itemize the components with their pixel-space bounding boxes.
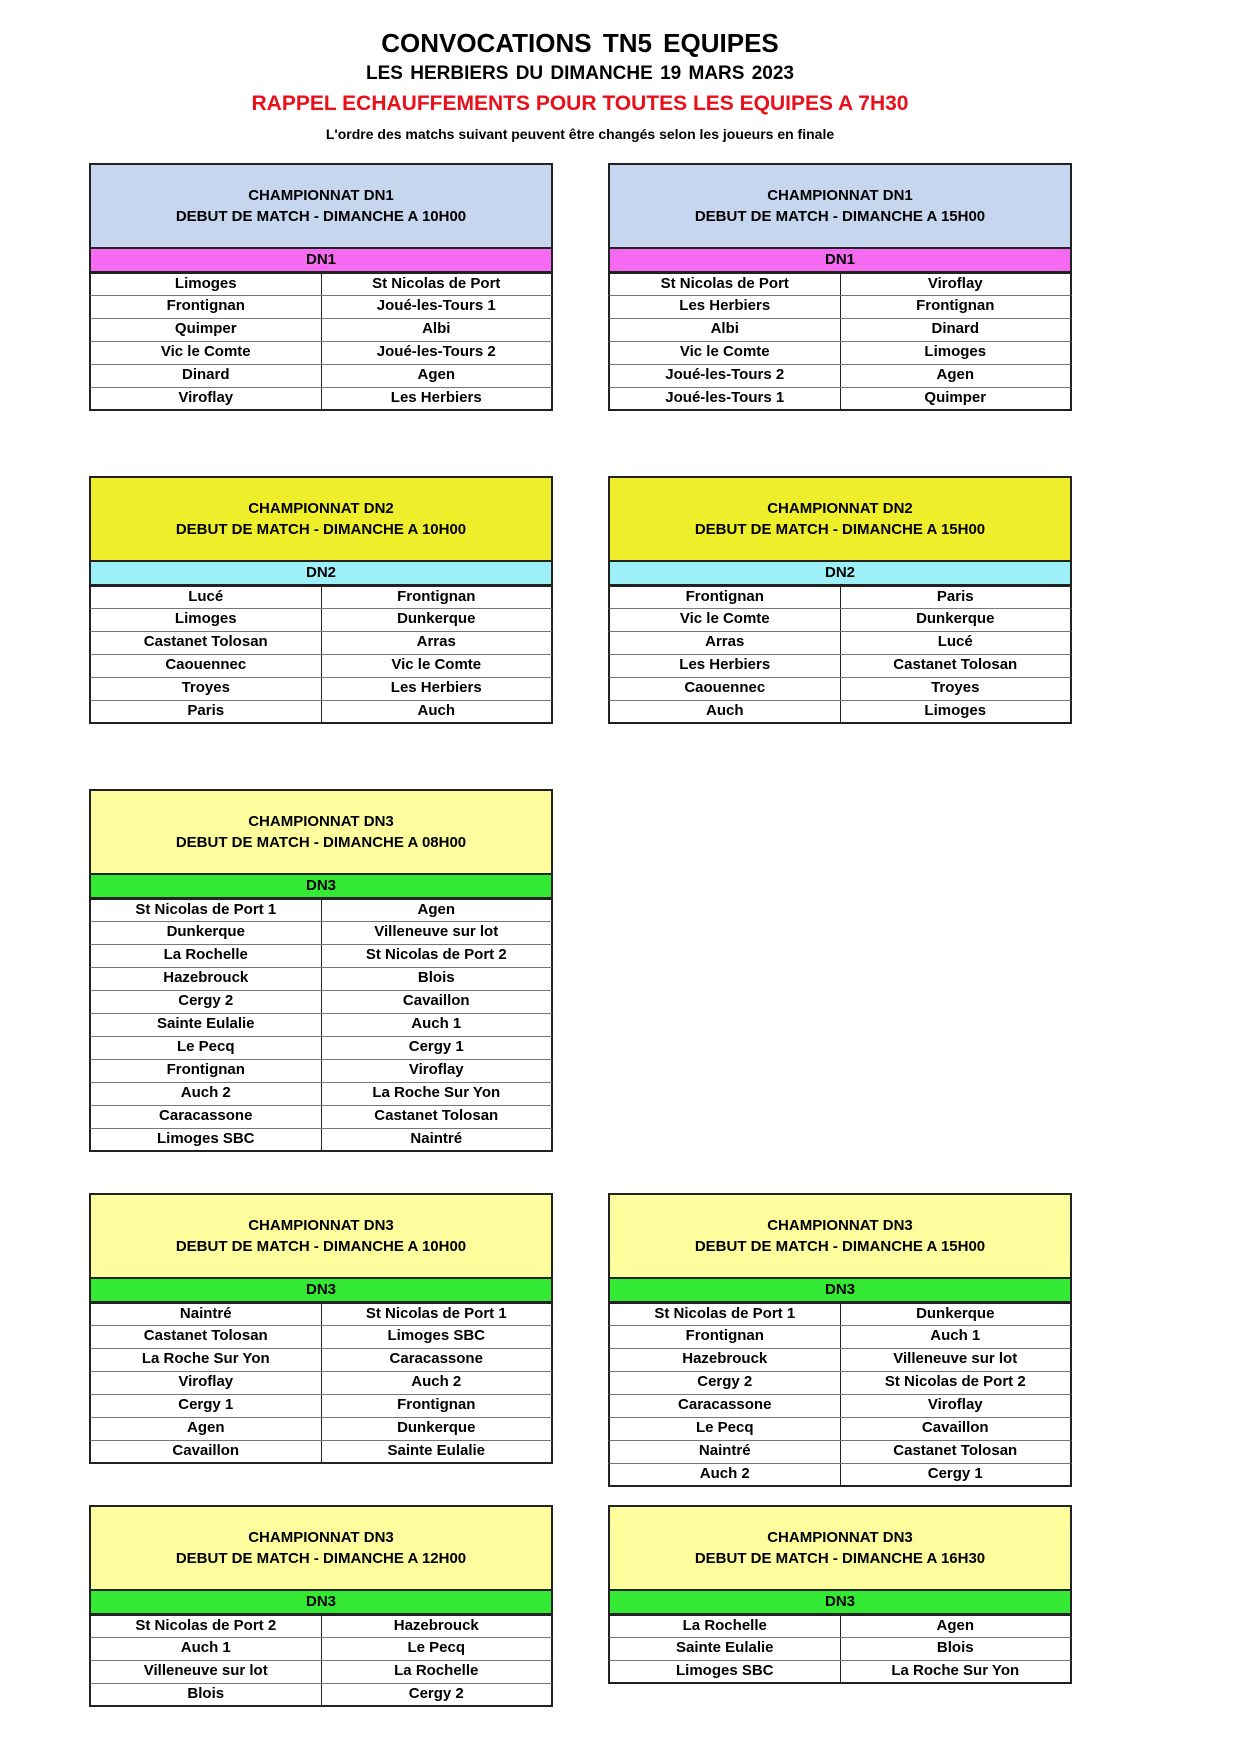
team-away: Limoges SBC [387, 1327, 485, 1344]
match-start-time: DEBUT DE MATCH - DIMANCHE A 12H00 [175, 1550, 467, 1567]
match-start-time: DEBUT DE MATCH - DIMANCHE A 10H00 [175, 1238, 467, 1255]
team-away: Quimper [924, 389, 987, 406]
match-row [608, 655, 1072, 678]
team-away: Cavaillon [402, 992, 470, 1009]
team-home: Auch [610, 701, 841, 722]
match-row [608, 1638, 1072, 1661]
team-home: Quimper [91, 319, 322, 341]
block-header [608, 476, 1072, 562]
team-home: Cergy 1 [91, 1395, 322, 1417]
match-row [608, 388, 1072, 411]
match-row [89, 1441, 553, 1464]
championship-block [89, 476, 553, 724]
match-row [89, 1129, 553, 1152]
championship-title: CHAMPIONNAT DN3 [767, 1217, 913, 1234]
championship-title: CHAMPIONNAT DN2 [767, 500, 913, 517]
team-away: Blois [417, 969, 455, 986]
team-home: Cergy 2 [610, 1372, 841, 1394]
team-away: Dunkerque [397, 1419, 476, 1436]
team-away: Frontignan [397, 1396, 476, 1413]
division-bar: DN1 [608, 249, 1072, 273]
match-row [608, 701, 1072, 724]
match-row [608, 1441, 1072, 1464]
team-home: Les Herbiers [610, 655, 841, 677]
team-away: Villeneuve sur lot [893, 1350, 1018, 1367]
match-row [608, 586, 1072, 609]
team-home: Vic le Comte [610, 609, 841, 631]
page-title: CONVOCATIONS TN5 EQUIPES [381, 28, 779, 58]
team-home: Paris [91, 701, 322, 722]
championship-block [608, 476, 1072, 724]
match-row [89, 342, 553, 365]
team-away: Hazebrouck [393, 1617, 479, 1634]
team-home: Hazebrouck [610, 1349, 841, 1371]
match-row [608, 1349, 1072, 1372]
team-away: Auch [417, 702, 455, 719]
team-away: Troyes [931, 679, 980, 696]
team-away: Dinard [931, 320, 979, 337]
match-row [89, 991, 553, 1014]
match-row [89, 1106, 553, 1129]
team-away: Joué-les-Tours 1 [376, 297, 496, 314]
match-start-time: DEBUT DE MATCH - DIMANCHE A 15H00 [694, 1238, 986, 1255]
team-away: St Nicolas de Port 2 [365, 946, 507, 963]
team-home: Caouennec [91, 655, 322, 677]
match-row [89, 296, 553, 319]
match-row [89, 365, 553, 388]
championship-block [608, 163, 1072, 411]
team-home: Auch 1 [91, 1638, 322, 1660]
match-row [89, 388, 553, 411]
team-away: Sainte Eulalie [387, 1442, 486, 1459]
match-start-time: DEBUT DE MATCH - DIMANCHE A 08H00 [175, 834, 467, 851]
match-row [89, 1303, 553, 1326]
team-home: Villeneuve sur lot [91, 1661, 322, 1683]
championship-title: CHAMPIONNAT DN1 [767, 187, 913, 204]
match-row [608, 1326, 1072, 1349]
team-home: Joué-les-Tours 1 [610, 388, 841, 409]
team-away: Cavaillon [921, 1419, 989, 1436]
team-home: Les Herbiers [610, 296, 841, 318]
team-home: Castanet Tolosan [91, 1326, 322, 1348]
team-home: Cavaillon [91, 1441, 322, 1462]
team-home: Blois [91, 1684, 322, 1705]
division-bar: DN3 [89, 1591, 553, 1615]
team-home: Caracassone [91, 1106, 322, 1128]
team-home: St Nicolas de Port 2 [91, 1616, 322, 1637]
team-home: Dunkerque [91, 922, 322, 944]
match-row [89, 1037, 553, 1060]
match-row [89, 1083, 553, 1106]
match-row [89, 655, 553, 678]
division-bar: DN3 [89, 875, 553, 899]
team-away: Vic le Comte [391, 656, 482, 673]
team-home: Agen [91, 1418, 322, 1440]
team-home: Sainte Eulalie [91, 1014, 322, 1036]
team-home: Frontignan [91, 1060, 322, 1082]
block-header [608, 163, 1072, 249]
team-home: Naintré [91, 1304, 322, 1325]
team-away: Cergy 1 [408, 1038, 464, 1055]
team-home: Arras [610, 632, 841, 654]
championship-block [89, 1193, 553, 1464]
team-away: Viroflay [927, 1396, 983, 1413]
division-bar: DN3 [608, 1591, 1072, 1615]
championship-block [608, 1193, 1072, 1487]
block-header [89, 789, 553, 875]
team-away: Frontignan [916, 297, 995, 314]
team-home: Hazebrouck [91, 968, 322, 990]
team-away: Castanet Tolosan [893, 656, 1018, 673]
team-home: Joué-les-Tours 2 [610, 365, 841, 387]
championship-title: CHAMPIONNAT DN3 [248, 1529, 394, 1546]
team-home: Limoges SBC [610, 1661, 841, 1682]
team-home: Viroflay [91, 388, 322, 409]
team-home: Le Pecq [610, 1418, 841, 1440]
match-row [89, 1326, 553, 1349]
match-row [89, 968, 553, 991]
team-away: Villeneuve sur lot [374, 923, 499, 940]
team-away: Arras [416, 633, 456, 650]
match-row [89, 273, 553, 296]
block-header [89, 476, 553, 562]
championship-title: CHAMPIONNAT DN2 [248, 500, 394, 517]
match-row [608, 1661, 1072, 1684]
team-away: Le Pecq [407, 1639, 466, 1656]
match-row [608, 296, 1072, 319]
team-away: St Nicolas de Port [372, 275, 501, 292]
team-away: Caracassone [389, 1350, 483, 1367]
team-home: Albi [610, 319, 841, 341]
team-away: Limoges [924, 343, 987, 360]
team-home: Cergy 2 [91, 991, 322, 1013]
team-home: Frontignan [610, 587, 841, 608]
match-start-time: DEBUT DE MATCH - DIMANCHE A 15H00 [694, 208, 986, 225]
match-row [608, 1303, 1072, 1326]
team-away: Agen [936, 1617, 974, 1634]
match-row [89, 678, 553, 701]
match-start-time: DEBUT DE MATCH - DIMANCHE A 16H30 [694, 1550, 986, 1567]
team-home: Le Pecq [91, 1037, 322, 1059]
team-home: La Rochelle [610, 1616, 841, 1637]
team-away: La Rochelle [394, 1662, 479, 1679]
team-home: Dinard [91, 365, 322, 387]
match-row [89, 1638, 553, 1661]
match-row [89, 1395, 553, 1418]
team-home: St Nicolas de Port 1 [610, 1304, 841, 1325]
team-home: Naintré [610, 1441, 841, 1463]
championship-block [89, 789, 553, 1152]
match-row [89, 1661, 553, 1684]
match-row [89, 1418, 553, 1441]
team-away: Les Herbiers [390, 679, 482, 696]
team-away: Dunkerque [916, 610, 995, 627]
team-away: Auch 1 [930, 1327, 981, 1344]
team-home: La Rochelle [91, 945, 322, 967]
championship-title: CHAMPIONNAT DN1 [248, 187, 394, 204]
match-row [89, 586, 553, 609]
team-away: Agen [936, 366, 974, 383]
match-row [89, 1372, 553, 1395]
team-away: Dunkerque [916, 1305, 995, 1322]
match-row [608, 319, 1072, 342]
division-bar: DN2 [89, 562, 553, 586]
team-away: Naintré [410, 1130, 463, 1147]
match-row [608, 273, 1072, 296]
team-away: Blois [936, 1639, 974, 1656]
order-note: L'ordre des matchs suivant peuvent être changés selon les joueurs en finale [325, 126, 835, 142]
team-away: Viroflay [927, 275, 983, 292]
match-row [89, 1014, 553, 1037]
team-home: Frontignan [610, 1326, 841, 1348]
team-away: St Nicolas de Port 2 [884, 1373, 1026, 1390]
team-away: Dunkerque [397, 610, 476, 627]
team-home: Limoges SBC [91, 1129, 322, 1150]
team-home: Castanet Tolosan [91, 632, 322, 654]
block-header [608, 1505, 1072, 1591]
match-row [89, 609, 553, 632]
team-home: Limoges [91, 609, 322, 631]
match-row [608, 1395, 1072, 1418]
match-row [608, 1418, 1072, 1441]
team-away: Frontignan [397, 588, 476, 605]
team-away: Limoges [924, 702, 987, 719]
team-home: Vic le Comte [610, 342, 841, 364]
team-away: Agen [417, 366, 455, 383]
team-home: Sainte Eulalie [610, 1638, 841, 1660]
division-bar: DN3 [608, 1279, 1072, 1303]
block-header [89, 1193, 553, 1279]
match-row [608, 1615, 1072, 1638]
match-row [89, 701, 553, 724]
championship-title: CHAMPIONNAT DN3 [767, 1529, 913, 1546]
match-start-time: DEBUT DE MATCH - DIMANCHE A 15H00 [694, 521, 986, 538]
championship-title: CHAMPIONNAT DN3 [248, 1217, 394, 1234]
match-row [89, 945, 553, 968]
match-row [89, 899, 553, 922]
match-row [608, 1464, 1072, 1487]
match-row [89, 319, 553, 342]
team-home: La Roche Sur Yon [91, 1349, 322, 1371]
match-row [608, 632, 1072, 655]
championship-block [608, 1505, 1072, 1684]
team-home: Troyes [91, 678, 322, 700]
page-subtitle: LES HERBIERS DU DIMANCHE 19 MARS 2023 [366, 63, 794, 84]
team-home: Caouennec [610, 678, 841, 700]
team-away: Viroflay [408, 1061, 464, 1078]
match-row [89, 1684, 553, 1707]
team-home: Frontignan [91, 296, 322, 318]
team-away: Cergy 2 [408, 1685, 464, 1702]
match-row [608, 609, 1072, 632]
match-row [89, 632, 553, 655]
team-away: Castanet Tolosan [374, 1107, 499, 1124]
team-away: Auch 2 [411, 1373, 462, 1390]
team-away: Paris [936, 588, 974, 605]
block-header [608, 1193, 1072, 1279]
championship-title: CHAMPIONNAT DN3 [248, 813, 394, 830]
team-home: Limoges [91, 274, 322, 295]
team-away: Les Herbiers [390, 389, 482, 406]
team-away: St Nicolas de Port 1 [365, 1305, 507, 1322]
team-home: St Nicolas de Port [610, 274, 841, 295]
championship-block [89, 163, 553, 411]
team-away: Castanet Tolosan [893, 1442, 1018, 1459]
match-row [89, 1615, 553, 1638]
match-row [89, 922, 553, 945]
team-home: Viroflay [91, 1372, 322, 1394]
team-home: Auch 2 [91, 1083, 322, 1105]
match-row [608, 365, 1072, 388]
team-home: Vic le Comte [91, 342, 322, 364]
division-bar: DN1 [89, 249, 553, 273]
match-row [608, 342, 1072, 365]
match-start-time: DEBUT DE MATCH - DIMANCHE A 10H00 [175, 521, 467, 538]
match-start-time: DEBUT DE MATCH - DIMANCHE A 10H00 [175, 208, 467, 225]
team-home: Lucé [91, 587, 322, 608]
championship-block [89, 1505, 553, 1707]
block-header [89, 1505, 553, 1591]
warmup-reminder: RAPPEL ECHAUFFEMENTS POUR TOUTES LES EQUIPES A 7H30 [251, 92, 909, 115]
match-row [89, 1349, 553, 1372]
team-away: Agen [417, 901, 455, 918]
match-row [608, 678, 1072, 701]
team-away: Lucé [937, 633, 973, 650]
team-away: La Roche Sur Yon [891, 1662, 1020, 1679]
team-away: Cergy 1 [927, 1465, 983, 1482]
team-home: Auch 2 [610, 1464, 841, 1485]
match-row [608, 1372, 1072, 1395]
division-bar: DN3 [89, 1279, 553, 1303]
team-home: Caracassone [610, 1395, 841, 1417]
team-away: Albi [422, 320, 451, 337]
team-away: Joué-les-Tours 2 [376, 343, 496, 360]
team-away: Auch 1 [411, 1015, 462, 1032]
division-bar: DN2 [608, 562, 1072, 586]
match-row [89, 1060, 553, 1083]
team-home: St Nicolas de Port 1 [91, 900, 322, 921]
team-away: La Roche Sur Yon [372, 1084, 501, 1101]
block-header [89, 163, 553, 249]
